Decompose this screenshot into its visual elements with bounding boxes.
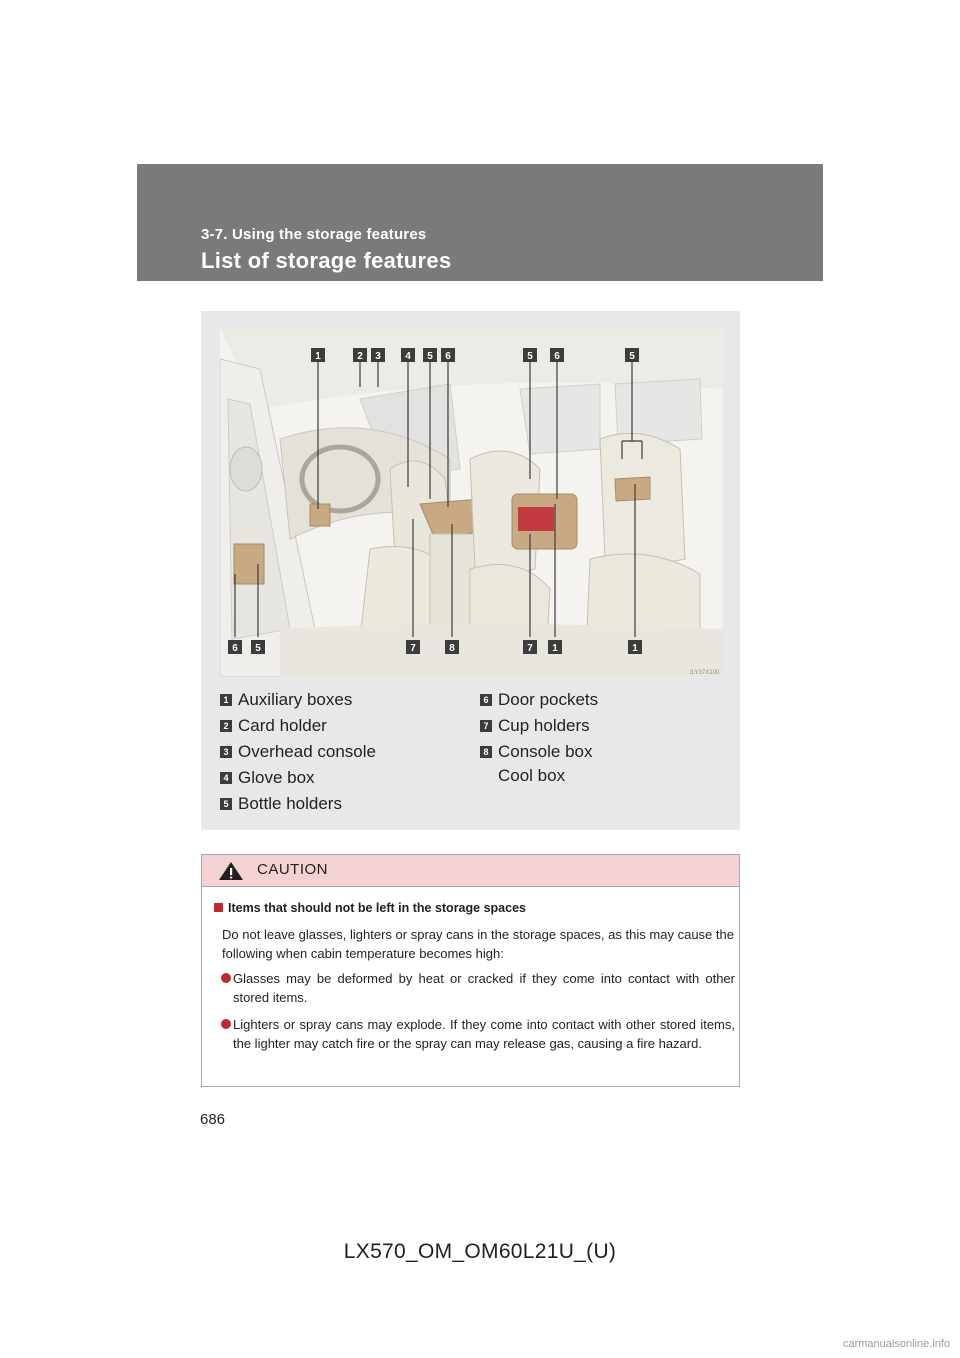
callout-label: 6 <box>445 351 451 362</box>
legend-number: 5 <box>220 798 232 810</box>
caution-title: CAUTION <box>257 861 328 878</box>
callout-label: 1 <box>552 643 558 654</box>
legend-number: 2 <box>220 720 232 732</box>
legend-number: 1 <box>220 694 232 706</box>
page-title: List of storage features <box>201 248 452 273</box>
legend-right <box>480 687 598 787</box>
vehicle-interior-illustration <box>220 329 723 677</box>
callout-label: 8 <box>449 643 455 654</box>
legend-item <box>220 713 376 739</box>
callout-label: 4 <box>405 351 411 362</box>
figure-panel <box>201 311 740 830</box>
footer-code: LX570_OM_OM60L21U_(U) <box>343 1240 617 1263</box>
figure-code: ILY37X100 <box>690 670 720 676</box>
legend-item <box>220 791 376 817</box>
caution-bullet <box>221 969 735 1007</box>
callout-label: 5 <box>427 351 433 362</box>
bullet-dot-icon <box>221 1019 231 1029</box>
callout-label: 1 <box>632 643 638 654</box>
legend-label: Door pockets <box>498 690 599 709</box>
callout-label: 6 <box>232 643 238 654</box>
legend-item <box>480 713 598 739</box>
legend-sublabel: Cool box <box>498 766 566 785</box>
interior-drawing <box>220 329 723 677</box>
legend-label: Console box <box>498 742 593 761</box>
legend-number: 7 <box>480 720 492 732</box>
callout-label: 5 <box>255 643 261 654</box>
legend-label: Glove box <box>238 768 315 787</box>
callout-label: 6 <box>554 351 560 362</box>
caution-intro: Do not leave glasses, lighters or spray cans in the storage spaces, as this may cause the following when cabin temperature becomes high: <box>222 927 734 961</box>
caution-bullet-text: Glasses may be deformed by heat or cracked if they come into contact with other stored items. <box>233 971 735 1005</box>
legend-item <box>220 739 376 765</box>
legend-label: Overhead console <box>238 742 376 761</box>
callout-label: 2 <box>357 351 363 362</box>
callout-label: 5 <box>527 351 533 362</box>
page-number: 686 <box>200 1111 226 1128</box>
callout-label: 3 <box>375 351 381 362</box>
legend-item <box>220 687 376 713</box>
watermark: carmanualsonline.info <box>842 1338 950 1350</box>
legend-label: Card holder <box>238 716 327 735</box>
caution-bullet <box>221 1015 735 1053</box>
legend-number: 6 <box>480 694 492 706</box>
caution-bullet-text: Lighters or spray cans may explode. If they come into contact with other stored items, the lighter may catch fire or the spray can may release gas, causing a fire hazard. <box>233 1017 735 1051</box>
legend-number: 4 <box>220 772 232 784</box>
warning-triangle-icon <box>218 861 244 881</box>
legend-item <box>220 765 376 791</box>
legend-number: 3 <box>220 746 232 758</box>
callout-label: 7 <box>527 643 533 654</box>
legend-number: 8 <box>480 746 492 758</box>
legend-label: Cup holders <box>498 716 590 735</box>
caution-heading <box>214 901 526 915</box>
caution-header <box>202 855 739 887</box>
legend-item <box>480 739 598 787</box>
square-bullet-icon <box>214 903 223 912</box>
bullet-dot-icon <box>221 973 231 983</box>
callout-label: 5 <box>629 351 635 362</box>
callout-label: 7 <box>410 643 416 654</box>
caution-heading-text: Items that should not be left in the storage spaces <box>228 901 526 915</box>
legend-label: Auxiliary boxes <box>238 690 353 709</box>
legend-left <box>220 687 376 817</box>
section-label: 3-7. Using the storage features <box>201 226 427 243</box>
callout-label: 1 <box>315 351 321 362</box>
legend-item <box>480 687 598 713</box>
legend-label: Bottle holders <box>238 794 342 813</box>
caution-box <box>201 854 740 1087</box>
